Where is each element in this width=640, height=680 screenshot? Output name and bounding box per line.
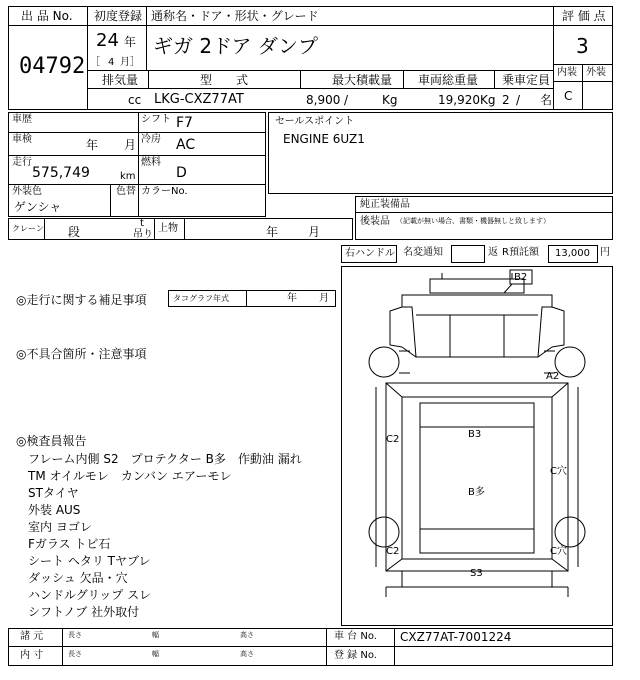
interior-grade: C bbox=[564, 89, 573, 103]
exterior-label-cell bbox=[582, 64, 613, 82]
damage-mark-a2: A2 bbox=[546, 371, 560, 382]
lot-label-cell bbox=[8, 6, 88, 26]
sales-point-cell bbox=[268, 112, 613, 194]
inspector-report bbox=[28, 450, 302, 620]
fuel-value: D bbox=[176, 165, 187, 181]
chassis-number: CXZ77AT-7001224 bbox=[400, 630, 512, 644]
r-tax-label: R預託額 bbox=[502, 247, 539, 258]
registration-label: 登 録 No. bbox=[334, 650, 377, 661]
spec-height-label: 高さ bbox=[240, 631, 254, 639]
after-equip-label: 後装品 bbox=[360, 216, 390, 227]
report-line: ハンドルグリップ スレ bbox=[28, 588, 152, 602]
max-load-unit: Kg bbox=[382, 93, 398, 107]
history-label: 車歴 bbox=[12, 114, 32, 125]
spec-header-row bbox=[87, 70, 554, 89]
capacity-value: 2 bbox=[502, 93, 510, 107]
r-tax-box bbox=[548, 245, 598, 263]
score-cell bbox=[553, 25, 613, 65]
reg-month-unit: 月］ bbox=[120, 57, 140, 68]
color-change-label: 色替 bbox=[116, 186, 136, 197]
crane-row bbox=[8, 218, 353, 240]
driving-notes-title: ◎走行に関する補足事項 bbox=[16, 293, 147, 307]
report-line: 室内 ヨゴレ bbox=[28, 520, 92, 534]
after-equip-cell bbox=[355, 212, 613, 240]
crane-hoist-label: 吊り bbox=[133, 229, 153, 240]
color-label: 外装色 bbox=[12, 186, 42, 197]
color-value: ゲンシャ bbox=[14, 200, 62, 214]
damage-mark-c-hole-right: C穴 bbox=[550, 466, 567, 477]
tacho-year-unit: 年 bbox=[287, 293, 297, 304]
sales-point-label: セールスポイント bbox=[275, 116, 355, 127]
spec-value-row bbox=[87, 88, 554, 110]
reg-year: 24 bbox=[96, 30, 119, 51]
score-label-cell bbox=[553, 6, 613, 26]
capacity-unit: 名 bbox=[540, 93, 553, 107]
spec-label: 諸 元 bbox=[20, 631, 44, 642]
gvw-value: 19,920 bbox=[438, 93, 480, 107]
reg-year-unit: 年 bbox=[124, 35, 137, 49]
footer-table bbox=[8, 628, 613, 666]
shift-label: シフト bbox=[141, 114, 171, 125]
tacho-month-unit: 月 bbox=[319, 293, 329, 304]
model-label: 型 式 bbox=[200, 73, 249, 87]
name-change-label: 名変通知 bbox=[403, 247, 443, 258]
reg-month-open: ［ bbox=[90, 57, 100, 68]
lot-number: 04792 bbox=[19, 54, 86, 79]
r-tax-value: 13,000 bbox=[555, 248, 590, 259]
lot-number-cell bbox=[8, 25, 88, 110]
inspection-month-unit: 月 bbox=[124, 138, 137, 152]
inspection-year-unit: 年 bbox=[86, 138, 99, 152]
r-tax-unit: 円 bbox=[600, 247, 610, 258]
max-load-label: 最大積載量 bbox=[332, 73, 393, 87]
vehicle-name: ギガ 2ドア ダンプ bbox=[153, 34, 319, 58]
damage-mark-b-many: B多 bbox=[468, 487, 485, 498]
mileage-label: 走行 bbox=[12, 157, 32, 168]
shift-value: F7 bbox=[176, 115, 193, 131]
crane-label: クレーン bbox=[12, 224, 44, 233]
fuel-label: 燃料 bbox=[141, 157, 161, 168]
after-equip-note: （記載が無い場合、書類・機器無しと致します） bbox=[396, 217, 550, 225]
inner-length-label: 長さ bbox=[68, 650, 82, 658]
ac-label: 冷房 bbox=[141, 134, 161, 145]
spec-length-label: 長さ bbox=[68, 631, 82, 639]
truck-diagram bbox=[341, 266, 613, 626]
name-change-box bbox=[451, 245, 485, 263]
right-hand-label: 右ハンドル bbox=[345, 248, 395, 259]
exterior-label: 外装 bbox=[586, 67, 606, 78]
spec-width-label: 幅 bbox=[152, 631, 159, 639]
chassis-label: 車 台 No. bbox=[334, 631, 377, 642]
report-line: 外装 AUS bbox=[28, 503, 81, 517]
report-line: STタイヤ bbox=[28, 486, 79, 500]
damage-mark-c-hole-lower-right: C穴 bbox=[550, 546, 567, 557]
damage-mark-c2-lower-left: C2 bbox=[386, 546, 400, 557]
refund-label: 返 bbox=[488, 247, 498, 258]
score: 3 bbox=[576, 34, 589, 58]
interior-label-cell bbox=[553, 64, 583, 82]
name-label-cell bbox=[146, 6, 554, 26]
crane-month-unit: 月 bbox=[308, 225, 321, 239]
genuine-equip-cell bbox=[355, 196, 613, 213]
capacity-slash: / bbox=[516, 93, 521, 107]
interior-grade-cell bbox=[553, 81, 583, 110]
interior-label: 内装 bbox=[557, 67, 577, 78]
max-load-slash: / bbox=[344, 93, 349, 107]
reg-date-cell bbox=[87, 25, 147, 71]
report-line: TM オイルモレ カンバン エアーモレ bbox=[28, 469, 232, 483]
genuine-equip-label: 純正装備品 bbox=[360, 199, 410, 210]
lot-label: 出 品 No. bbox=[21, 9, 73, 23]
model-value: LKG-CXZ77AT bbox=[154, 92, 244, 107]
displacement-label: 排気量 bbox=[102, 73, 139, 87]
report-line: フレーム内側 S2 プロテクター B多 作動油 漏れ bbox=[28, 452, 302, 466]
cc-unit: cc bbox=[128, 93, 142, 107]
name-label: 通称名・ドア・形状・グレード bbox=[151, 9, 319, 23]
report-line: シフトノブ 社外取付 bbox=[28, 605, 140, 619]
exterior-grade-cell bbox=[582, 81, 613, 110]
inspector-title: ◎検査員報告 bbox=[16, 434, 87, 448]
inner-dim-label: 内 寸 bbox=[20, 650, 44, 661]
gvw-label: 車両総重量 bbox=[418, 73, 479, 87]
report-line: ダッシュ 欠品・穴 bbox=[28, 571, 128, 585]
damage-mark-c2-left: C2 bbox=[386, 434, 400, 445]
report-line: シート ヘタリ Tヤブレ bbox=[28, 554, 151, 568]
inner-width-label: 幅 bbox=[152, 650, 159, 658]
right-hand-cell bbox=[341, 245, 397, 263]
damage-mark-b3: B3 bbox=[468, 429, 482, 440]
max-load-value: 8,900 bbox=[306, 93, 341, 107]
capacity-label: 乗車定員 bbox=[502, 73, 551, 87]
crane-year-unit: 年 bbox=[266, 225, 279, 239]
report-line: Fガラス トビ石 bbox=[28, 537, 111, 551]
damage-mark-b2: B2 bbox=[514, 272, 528, 283]
tacho-cell bbox=[168, 290, 336, 307]
damage-mark-s3: S3 bbox=[470, 568, 483, 579]
reg-month: 4 bbox=[108, 57, 115, 68]
first-reg-label-cell bbox=[87, 6, 147, 26]
mileage-value: 575,749 bbox=[32, 165, 90, 181]
inner-height-label: 高さ bbox=[240, 650, 254, 658]
km-unit: km bbox=[120, 171, 136, 182]
sales-point-value: ENGINE 6UZ1 bbox=[283, 132, 365, 146]
vehicle-name-cell bbox=[146, 25, 554, 71]
inspection-label: 車検 bbox=[12, 134, 32, 145]
gvw-unit: Kg bbox=[480, 93, 496, 107]
tacho-label: タコグラフ年式 bbox=[173, 294, 229, 303]
color-no-label: カラーNo. bbox=[141, 186, 188, 197]
ac-value: AC bbox=[176, 137, 196, 153]
first-reg-label: 初度登録 bbox=[94, 9, 143, 23]
hoist-top-label: 上物 bbox=[158, 223, 178, 234]
score-label: 評 価 点 bbox=[562, 9, 606, 23]
crane-ton-label: t bbox=[140, 218, 144, 229]
crane-stage-label: 段 bbox=[68, 225, 81, 239]
defects-title: ◎不具合箇所・注意事項 bbox=[16, 347, 147, 361]
